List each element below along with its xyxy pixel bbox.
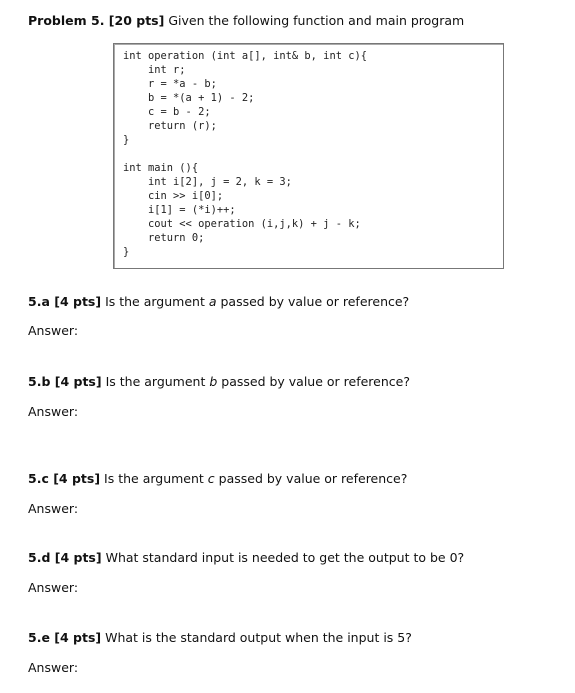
question-text: Is the argument [105, 374, 210, 389]
question-text: What standard input is needed to get the output to be 0? [105, 550, 465, 565]
question-var: b [209, 374, 218, 389]
answer-5b: Answer: [28, 404, 79, 419]
question-label: 5.e [4 pts] [28, 630, 102, 645]
question-var: c [207, 471, 215, 486]
code-line: int i[2], j = 2, k = 3; [123, 176, 292, 188]
question-text-end: passed by value or reference? [216, 294, 410, 309]
answer-5d: Answer: [28, 580, 79, 595]
code-line: int main (){ [123, 162, 199, 174]
problem-intro: Given the following function and main program [168, 13, 465, 28]
question-text-end: passed by value or reference? [214, 471, 408, 486]
question-label: 5.d [4 pts] [28, 550, 102, 565]
problem-label: Problem 5. [20 pts] [28, 13, 165, 28]
question-label: 5.c [4 pts] [28, 471, 101, 486]
question-var: a [208, 294, 217, 309]
code-line: int r; [123, 64, 186, 76]
code-line: b = *(a + 1) - 2; [123, 92, 255, 104]
code-line: r = *a - b; [123, 78, 217, 90]
problem-header [28, 13, 464, 28]
question-label: 5.a [4 pts] [28, 294, 102, 309]
code-line: c = b - 2; [123, 106, 211, 118]
question-5c [28, 471, 407, 486]
code-line: int operation (int a[], int& b, int c){ [123, 50, 367, 62]
answer-5a: Answer: [28, 323, 79, 338]
code-line: return (r); [123, 120, 217, 132]
question-5e [28, 630, 412, 645]
answer-5e: Answer: [28, 660, 79, 675]
code-box [113, 43, 504, 269]
code-listing [123, 49, 367, 259]
question-text: Is the argument [104, 471, 208, 486]
code-line: i[1] = (*i)++; [123, 204, 236, 216]
question-5b [28, 374, 410, 389]
code-line: } [123, 246, 130, 258]
code-line: return 0; [123, 232, 205, 244]
code-line: cout << operation (i,j,k) + j - k; [123, 218, 361, 230]
answer-5c: Answer: [28, 501, 79, 516]
question-text: What is the standard output when the input is 5? [105, 630, 412, 645]
question-text: Is the argument [105, 294, 209, 309]
question-5a [28, 294, 409, 309]
question-5d [28, 550, 464, 565]
question-label: 5.b [4 pts] [28, 374, 102, 389]
question-text-end: passed by value or reference? [217, 374, 410, 389]
code-line: } [123, 134, 130, 146]
code-line: cin >> i[0]; [123, 190, 224, 202]
